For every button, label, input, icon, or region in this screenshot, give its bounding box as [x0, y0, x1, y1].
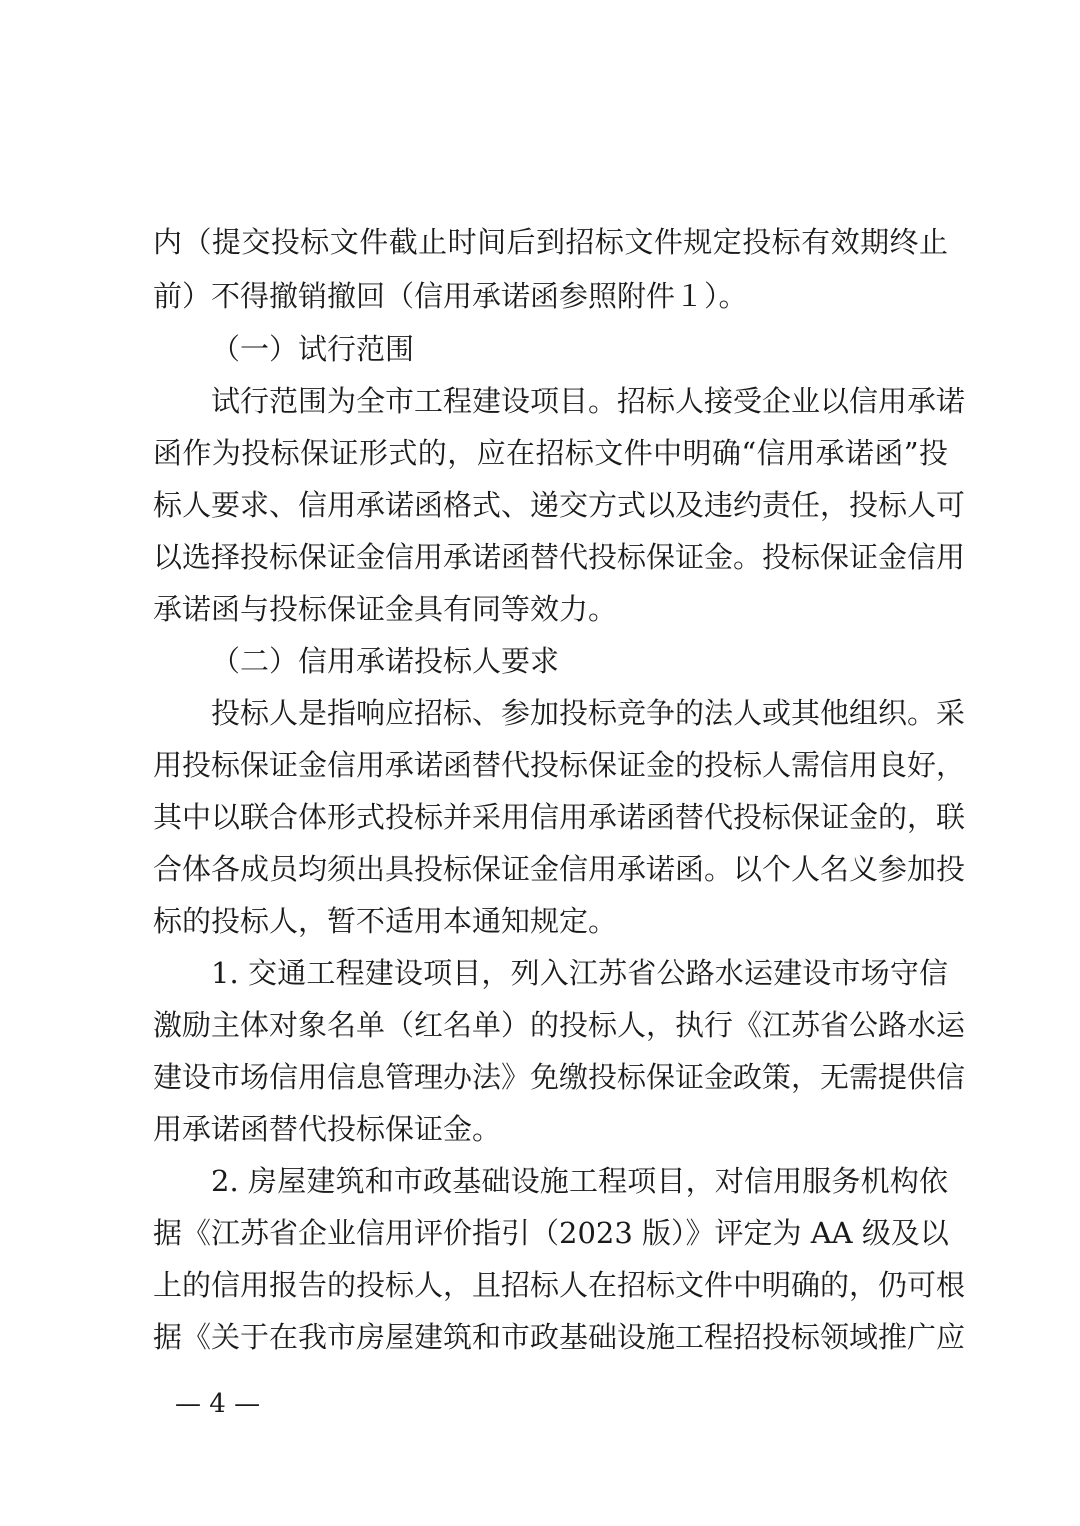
body-line-4: 试行范围为全市工程建设项目。招标人接受企业以信用承诺	[211, 384, 966, 418]
body-line-6: 标人要求、信用承诺函格式、递交方式以及违约责任，投标人可	[153, 488, 966, 522]
list-item-2-line-2: 据《江苏省企业信用评价指引（2023 版）》评定为 AA 级及以	[153, 1216, 949, 1250]
body-line-12: 其中以联合体形式投标并采用信用承诺函替代投标保证金的，联	[153, 800, 966, 834]
list-item-1-line-4: 用承诺函替代投标保证金。	[153, 1112, 502, 1146]
section-heading-1: （一）试行范围	[211, 332, 415, 366]
list-item-1-line-3: 建设市场信用信息管理办法》免缴投标保证金政策，无需提供信	[153, 1060, 966, 1094]
section-heading-2: （二）信用承诺投标人要求	[211, 644, 560, 678]
list-item-2-line-1: 2. 房屋建筑和市政基础设施工程项目，对信用服务机构依	[211, 1164, 948, 1198]
body-line-7: 以选择投标保证金信用承诺函替代投标保证金。投标保证金信用	[153, 540, 966, 574]
list-item-2-line-4: 据《关于在我市房屋建筑和市政基础设施工程招投标领域推广应	[153, 1320, 966, 1354]
page-number: — 4 —	[175, 1389, 261, 1419]
body-line-10: 投标人是指响应招标、参加投标竞争的法人或其他组织。采	[211, 696, 966, 730]
body-line-8: 承诺函与投标保证金具有同等效力。	[153, 592, 618, 626]
body-line-2: 前）不得撤销撤回（信用承诺函参照附件１）。	[153, 279, 748, 313]
body-line-1: 内（提交投标文件截止时间后到招标文件规定投标有效期终止	[153, 225, 948, 259]
list-item-2-line-3: 上的信用报告的投标人，且招标人在招标文件中明确的，仍可根	[153, 1268, 966, 1302]
body-line-11: 用投标保证金信用承诺函替代投标保证金的投标人需信用良好，	[153, 748, 966, 782]
body-line-13: 合体各成员均须出具投标保证金信用承诺函。以个人名义参加投	[153, 852, 966, 886]
body-line-14: 标的投标人，暂不适用本通知规定。	[153, 904, 618, 938]
body-line-5: 函作为投标保证形式的，应在招标文件中明确“信用承诺函”投	[153, 436, 948, 470]
list-item-1-line-1: 1. 交通工程建设项目，列入江苏省公路水运建设市场守信	[211, 956, 948, 990]
list-item-1-line-2: 激励主体对象名单（红名单）的投标人，执行《江苏省公路水运	[153, 1008, 966, 1042]
